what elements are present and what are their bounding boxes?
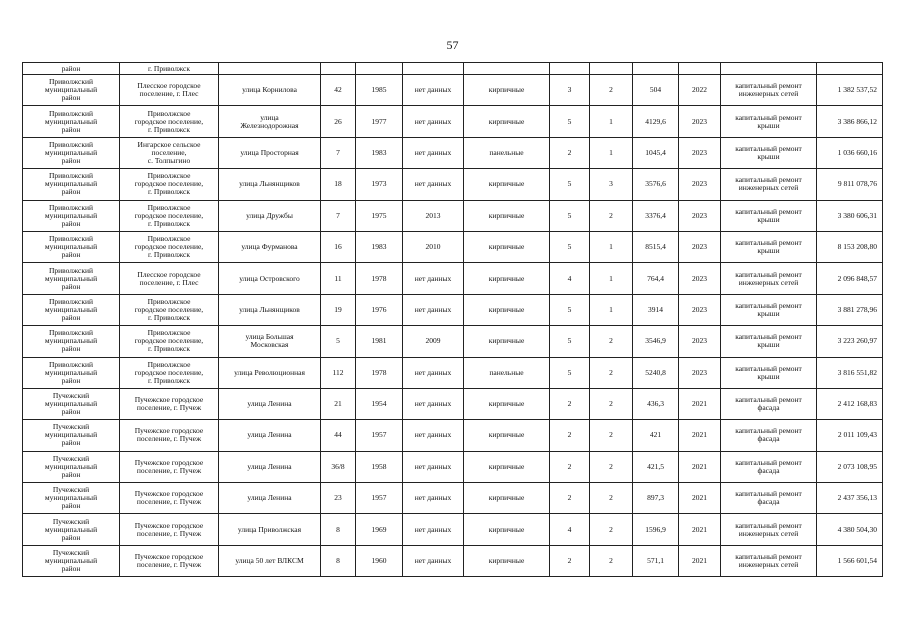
table-cell: 2 (550, 451, 590, 482)
table-cell: 2 011 109,43 (817, 420, 883, 451)
table-cell: кирпичные (464, 75, 550, 106)
table-cell: Приволжское городское поселение, г. Приволжск (120, 200, 219, 231)
table-cell: капитальный ремонт крыши (721, 357, 817, 388)
table-cell: 2023 (679, 357, 721, 388)
table-cell: Приволжское городское поселение, г. Приволжск (120, 169, 219, 200)
table-cell (550, 63, 590, 75)
table-cell (679, 63, 721, 75)
table-cell: 2 (590, 357, 633, 388)
table-cell: 421,5 (633, 451, 679, 482)
table-cell: 7 (321, 137, 356, 168)
table-cell: Приволжский муниципальный район (23, 263, 120, 294)
table-cell: 9 811 078,76 (817, 169, 883, 200)
table-cell: Пучежское городское поселение, г. Пучеж (120, 483, 219, 514)
table-cell: 2010 (403, 231, 464, 262)
table-row (23, 231, 883, 262)
table-cell: 5 (550, 169, 590, 200)
table-cell: нет данных (403, 483, 464, 514)
table-cell (633, 63, 679, 75)
table-cell: 1 (590, 231, 633, 262)
table-cell: 4 (550, 263, 590, 294)
table-cell: 2 (550, 137, 590, 168)
table-row (23, 420, 883, 451)
table-cell: нет данных (403, 357, 464, 388)
table-cell: нет данных (403, 169, 464, 200)
table-cell: улица Большая Московская (219, 326, 321, 357)
table-cell: Приволжское городское поселение, г. Приволжск (120, 357, 219, 388)
table-row (23, 294, 883, 325)
table-cell: 23 (321, 483, 356, 514)
table-cell: нет данных (403, 294, 464, 325)
table-cell: улица Ленина (219, 420, 321, 451)
table-cell: 1954 (356, 388, 403, 419)
table-cell: 504 (633, 75, 679, 106)
table-cell: нет данных (403, 137, 464, 168)
table-row (23, 388, 883, 419)
table-cell: 1985 (356, 75, 403, 106)
table-cell: капитальный ремонт крыши (721, 326, 817, 357)
table-cell: Приволжское городское поселение, г. Приволжск (120, 294, 219, 325)
table-cell: 2 (590, 420, 633, 451)
repair-program-table (22, 62, 883, 577)
table-cell: 2 073 108,95 (817, 451, 883, 482)
table-cell: капитальный ремонт крыши (721, 137, 817, 168)
table-cell: 2023 (679, 169, 721, 200)
table-cell (464, 63, 550, 75)
table-cell: 1983 (356, 231, 403, 262)
table-cell: кирпичные (464, 231, 550, 262)
table-cell: Ингарское сельское поселение, с. Толпыгино (120, 137, 219, 168)
table-cell: 1596,9 (633, 514, 679, 545)
table-row (23, 514, 883, 545)
table-cell: 2023 (679, 263, 721, 294)
table-cell: 2023 (679, 231, 721, 262)
table-cell: улица Революционная (219, 357, 321, 388)
table-cell: 764,4 (633, 263, 679, 294)
table-cell: капитальный ремонт инженерных сетей (721, 514, 817, 545)
table-cell: Приволжское городское поселение, г. Приволжск (120, 326, 219, 357)
table-cell: 3376,4 (633, 200, 679, 231)
table-cell: 1958 (356, 451, 403, 482)
table-cell: 21 (321, 388, 356, 419)
table-cell: 2 412 168,83 (817, 388, 883, 419)
table-cell: 5 (550, 106, 590, 137)
table-cell: 1 (590, 263, 633, 294)
table-cell: капитальный ремонт крыши (721, 200, 817, 231)
table-row (23, 106, 883, 137)
table-cell: 2009 (403, 326, 464, 357)
table-cell: 5 (550, 231, 590, 262)
table-cell: г. Приволжск (120, 63, 219, 75)
table-cell: 4129,6 (633, 106, 679, 137)
table-cell: 3 (590, 169, 633, 200)
table-cell: капитальный ремонт инженерных сетей (721, 169, 817, 200)
table-cell: капитальный ремонт инженерных сетей (721, 545, 817, 576)
table-cell: 44 (321, 420, 356, 451)
table-cell: Приволжское городское поселение, г. Приволжск (120, 106, 219, 137)
table-cell: Приволжский муниципальный район (23, 231, 120, 262)
table-cell: нет данных (403, 75, 464, 106)
table-cell: 3576,6 (633, 169, 679, 200)
table-cell: нет данных (403, 545, 464, 576)
table-cell: кирпичные (464, 169, 550, 200)
table-cell: 3546,9 (633, 326, 679, 357)
table-cell: кирпичные (464, 514, 550, 545)
table-cell: кирпичные (464, 326, 550, 357)
table-cell: 2023 (679, 294, 721, 325)
table-cell: 1969 (356, 514, 403, 545)
table-cell: Приволжский муниципальный район (23, 357, 120, 388)
table-cell: Плесское городское поселение, г. Плес (120, 75, 219, 106)
table-cell: Пучежское городское поселение, г. Пучеж (120, 451, 219, 482)
table-row (23, 326, 883, 357)
table-cell: Пучежский муниципальный район (23, 545, 120, 576)
table-cell: 8515,4 (633, 231, 679, 262)
table-cell: 1 (590, 106, 633, 137)
table-cell: 1 382 537,52 (817, 75, 883, 106)
table-row (23, 63, 883, 75)
table-row (23, 357, 883, 388)
table-cell (219, 63, 321, 75)
table-cell: улица Ленина (219, 451, 321, 482)
table-cell: 3 223 260,97 (817, 326, 883, 357)
table-cell: нет данных (403, 451, 464, 482)
table-cell: панельные (464, 137, 550, 168)
table-cell: 8 153 208,80 (817, 231, 883, 262)
table-cell: кирпичные (464, 200, 550, 231)
table-cell: 2 (590, 451, 633, 482)
table-cell: 2 (590, 483, 633, 514)
table-cell: 5 (550, 326, 590, 357)
table-cell: Пучежское городское поселение, г. Пучеж (120, 514, 219, 545)
table-cell: 2023 (679, 326, 721, 357)
table-cell: улица Островского (219, 263, 321, 294)
table-cell: Пучежское городское поселение, г. Пучеж (120, 388, 219, 419)
table-cell: 5 (321, 326, 356, 357)
page-number: 57 (446, 38, 459, 52)
table-cell: 2 (550, 483, 590, 514)
table-cell: 1957 (356, 420, 403, 451)
table-cell: улица Железнодорожная (219, 106, 321, 137)
table-cell: Пучежское городское поселение, г. Пучеж (120, 420, 219, 451)
table-cell: улица Ленина (219, 388, 321, 419)
table-cell: 1973 (356, 169, 403, 200)
table-cell: 8 (321, 545, 356, 576)
table-cell: кирпичные (464, 106, 550, 137)
table-cell: 571,1 (633, 545, 679, 576)
table-cell: 2021 (679, 483, 721, 514)
table-cell: капитальный ремонт инженерных сетей (721, 263, 817, 294)
table-cell: 2 (590, 75, 633, 106)
table-cell: Приволжский муниципальный район (23, 75, 120, 106)
table-cell: Приволжский муниципальный район (23, 137, 120, 168)
table-cell: улица Дружбы (219, 200, 321, 231)
table-cell: капитальный ремонт инженерных сетей (721, 75, 817, 106)
table-cell: 1 036 660,16 (817, 137, 883, 168)
table-cell: Приволжское городское поселение, г. Приволжск (120, 231, 219, 262)
table-cell: 436,3 (633, 388, 679, 419)
table-cell: 16 (321, 231, 356, 262)
table-cell: 2 (550, 388, 590, 419)
table-cell: капитальный ремонт фасада (721, 420, 817, 451)
table-cell (590, 63, 633, 75)
table-cell (321, 63, 356, 75)
table-cell: 1978 (356, 357, 403, 388)
table-cell: кирпичные (464, 545, 550, 576)
table-cell: 36/8 (321, 451, 356, 482)
table-cell: 2 (590, 326, 633, 357)
table-cell: 421 (633, 420, 679, 451)
table-cell: кирпичные (464, 388, 550, 419)
table-cell: Приволжский муниципальный район (23, 169, 120, 200)
table-cell: Пучежский муниципальный район (23, 514, 120, 545)
table-cell (356, 63, 403, 75)
table-row (23, 75, 883, 106)
table-cell: капитальный ремонт фасада (721, 388, 817, 419)
table-cell: 2013 (403, 200, 464, 231)
table-cell: капитальный ремонт крыши (721, 106, 817, 137)
table-cell: капитальный ремонт фасада (721, 451, 817, 482)
table-cell: 4 (550, 514, 590, 545)
table-cell: 1976 (356, 294, 403, 325)
table-cell: Пучежское городское поселение, г. Пучеж (120, 545, 219, 576)
table-cell: улица Льнянщиков (219, 169, 321, 200)
table-cell: улица Приволжская (219, 514, 321, 545)
table-cell: 2023 (679, 200, 721, 231)
table-cell: 26 (321, 106, 356, 137)
table-row (23, 137, 883, 168)
table-cell: 2022 (679, 75, 721, 106)
table-cell: 3 (550, 75, 590, 106)
table-cell: 1981 (356, 326, 403, 357)
table-cell: панельные (464, 357, 550, 388)
table-cell: 1045,4 (633, 137, 679, 168)
table-cell: Приволжский муниципальный район (23, 106, 120, 137)
table-cell: 2023 (679, 106, 721, 137)
table-cell: улица Просторная (219, 137, 321, 168)
table-row (23, 483, 883, 514)
table-cell: 42 (321, 75, 356, 106)
table-cell: 2 (550, 420, 590, 451)
table-cell: 2023 (679, 137, 721, 168)
table-cell: 1975 (356, 200, 403, 231)
table-cell: 3 386 866,12 (817, 106, 883, 137)
table-cell: 5 (550, 294, 590, 325)
table-row (23, 263, 883, 294)
table-cell: 3 816 551,82 (817, 357, 883, 388)
table-cell: 2 437 356,13 (817, 483, 883, 514)
table-cell: нет данных (403, 263, 464, 294)
table-cell: кирпичные (464, 294, 550, 325)
table-cell: 2 (590, 388, 633, 419)
table-cell: 2021 (679, 451, 721, 482)
table-cell: 897,3 (633, 483, 679, 514)
table-cell: район (23, 63, 120, 75)
table-cell: Пучежский муниципальный район (23, 483, 120, 514)
table-cell: 2 (550, 545, 590, 576)
table-cell (721, 63, 817, 75)
table-cell: Приволжский муниципальный район (23, 326, 120, 357)
table-cell: улица Льнянщиков (219, 294, 321, 325)
table-cell: нет данных (403, 106, 464, 137)
table-cell: 2021 (679, 420, 721, 451)
table-body (23, 63, 883, 577)
table-cell: 5 (550, 357, 590, 388)
table-cell: 7 (321, 200, 356, 231)
table-cell: 2 096 848,57 (817, 263, 883, 294)
table-cell (817, 63, 883, 75)
table-cell: 2 (590, 545, 633, 576)
table-cell: капитальный ремонт крыши (721, 231, 817, 262)
table-row (23, 169, 883, 200)
table-cell: 4 380 504,30 (817, 514, 883, 545)
table-cell: 1957 (356, 483, 403, 514)
table-cell: Приволжский муниципальный район (23, 294, 120, 325)
table-cell: нет данных (403, 514, 464, 545)
table-cell: улица Корнилова (219, 75, 321, 106)
table-cell: 8 (321, 514, 356, 545)
table-cell: 1 (590, 294, 633, 325)
table-cell: 5240,8 (633, 357, 679, 388)
table-cell: улица Ленина (219, 483, 321, 514)
table-cell: 11 (321, 263, 356, 294)
table-cell: улица 50 лет ВЛКСМ (219, 545, 321, 576)
table-cell (403, 63, 464, 75)
table-cell: 1978 (356, 263, 403, 294)
table-cell: 1977 (356, 106, 403, 137)
table-cell: 1 566 601,54 (817, 545, 883, 576)
table-cell: 2021 (679, 514, 721, 545)
table-cell: улица Фурманова (219, 231, 321, 262)
table-cell: Приволжский муниципальный район (23, 200, 120, 231)
table-cell: 1 (590, 137, 633, 168)
table-cell: капитальный ремонт крыши (721, 294, 817, 325)
table-row (23, 451, 883, 482)
table-cell: кирпичные (464, 451, 550, 482)
table-cell: 2 (590, 514, 633, 545)
table-cell: кирпичные (464, 483, 550, 514)
table-cell: нет данных (403, 388, 464, 419)
table-cell: 112 (321, 357, 356, 388)
table-cell: Пучежский муниципальный район (23, 451, 120, 482)
table-cell: 3914 (633, 294, 679, 325)
table-cell: капитальный ремонт фасада (721, 483, 817, 514)
table-cell: 19 (321, 294, 356, 325)
table-cell: 5 (550, 200, 590, 231)
table-cell: 2 (590, 200, 633, 231)
table-cell: 1983 (356, 137, 403, 168)
table-row (23, 545, 883, 576)
table-cell: Пучежский муниципальный район (23, 420, 120, 451)
table-cell: кирпичные (464, 420, 550, 451)
table-cell: Плесское городское поселение, г. Плес (120, 263, 219, 294)
table-row (23, 200, 883, 231)
table-cell: кирпичные (464, 263, 550, 294)
table-cell: нет данных (403, 420, 464, 451)
table-cell: 3 881 278,96 (817, 294, 883, 325)
table-cell: 2021 (679, 545, 721, 576)
table-cell: Пучежский муниципальный район (23, 388, 120, 419)
table-cell: 18 (321, 169, 356, 200)
table-cell: 2021 (679, 388, 721, 419)
table-cell: 3 380 606,31 (817, 200, 883, 231)
table-cell: 1960 (356, 545, 403, 576)
